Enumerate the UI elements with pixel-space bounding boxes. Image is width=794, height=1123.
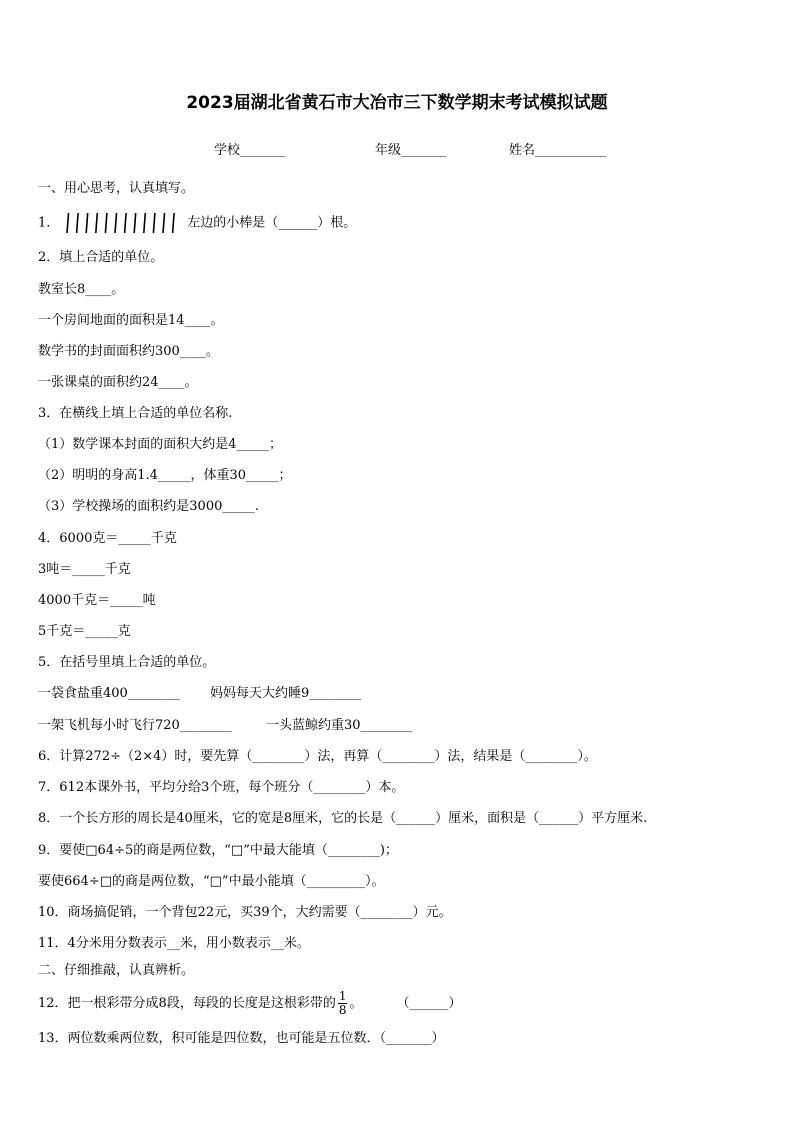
stick — [106, 213, 108, 233]
question-9a: 9．要使□64÷5的商是两位数，“□”中最大能填（________)； — [38, 843, 398, 858]
question-3c: （3）学校操场的面积约是3000_____. — [38, 499, 259, 514]
question-12-end: 。 — [349, 996, 363, 1011]
stick — [173, 213, 175, 233]
question-2c: 数学书的封面面积约300____。 — [38, 344, 219, 359]
stick — [154, 213, 156, 233]
sticks-illustration — [63, 211, 185, 235]
fraction-one-eighth — [338, 990, 348, 1017]
school-field[interactable]: 学校_______ — [214, 143, 286, 158]
question-1-text: 左边的小棒是（______）根。 — [187, 215, 357, 231]
question-9b: 要使664÷□的商是两位数，“□”中最小能填（_________）。 — [38, 874, 385, 889]
question-4b: 3吨＝_____千克 — [38, 562, 131, 577]
stick — [86, 213, 88, 233]
question-2d: 一张课桌的面积约24____。 — [38, 375, 198, 390]
stick — [134, 213, 136, 233]
question-2a: 教室长8____。 — [38, 282, 125, 297]
question-1-number: 1． — [38, 215, 60, 231]
question-4a: 4．6000克＝_____千克 — [38, 531, 177, 546]
stick — [115, 213, 117, 233]
question-3b: （2）明明的身高1.4_____，体重30_____； — [38, 468, 292, 483]
question-7: 7．612本课外书，平均分给3个班，每个班分（________）本。 — [38, 780, 405, 795]
name-field[interactable]: 姓名___________ — [509, 143, 607, 158]
stick — [77, 213, 79, 233]
stick — [163, 213, 165, 233]
question-12-blank: （______） — [396, 996, 462, 1011]
question-2-stem: 2．填上合适的单位。 — [38, 250, 164, 265]
fraction-denominator: 8 — [338, 1003, 347, 1017]
question-12-text: 12．把一根彩带分成8段，每段的长度是这根彩带的 — [38, 996, 336, 1011]
stick — [125, 213, 127, 233]
section-1-heading: 一、用心思考，认真填写。 — [38, 181, 195, 196]
question-3-stem: 3．在横线上填上合适的单位名称. — [38, 406, 233, 421]
question-5a: 一袋食盐重400________ — [38, 686, 180, 701]
grade-field[interactable]: 年级_______ — [375, 143, 447, 158]
question-5-stem: 5．在括号里填上合适的单位。 — [38, 655, 216, 670]
question-11: 11．4分米用分数表示__米，用小数表示__米。 — [38, 936, 310, 951]
question-8: 8．一个长方形的周长是40厘米，它的宽是8厘米，它的长是（______）厘米，面积是（______）平方厘米. — [38, 811, 648, 826]
fraction-numerator: 1 — [338, 989, 347, 1003]
question-12 — [38, 990, 462, 1017]
question-10: 10．商场搞促销，一个背包22元，买39个，大约需要（________）元。 — [38, 905, 452, 920]
stick — [67, 213, 69, 233]
question-5d: 一头蓝鲸约重30________ — [266, 718, 413, 733]
stick — [144, 213, 146, 233]
question-1 — [38, 211, 356, 235]
question-3a: （1）数学课本封面的面积大约是4_____； — [38, 437, 283, 452]
question-2b: 一个房间地面的面积是14____。 — [38, 313, 224, 328]
question-13: 13．两位数乘两位数，积可能是四位数，也可能是五位数．（_______） — [38, 1031, 445, 1046]
question-5b: 妈妈每天大约睡9________ — [210, 686, 362, 701]
stick — [96, 213, 98, 233]
question-5c: 一架飞机每小时飞行720________ — [38, 718, 232, 733]
question-6: 6．计算272÷（2×4）时，要先算（________）法，再算（________）法，结果是（________）。 — [38, 749, 597, 764]
question-4c: 4000千克＝_____吨 — [38, 593, 156, 608]
page-title: 2023届湖北省黄石市大冶市三下数学期末考试模拟试题 — [186, 93, 608, 113]
section-2-heading: 二、仔细推敲，认真辨析。 — [38, 963, 195, 978]
question-4d: 5千克＝_____克 — [38, 624, 131, 639]
